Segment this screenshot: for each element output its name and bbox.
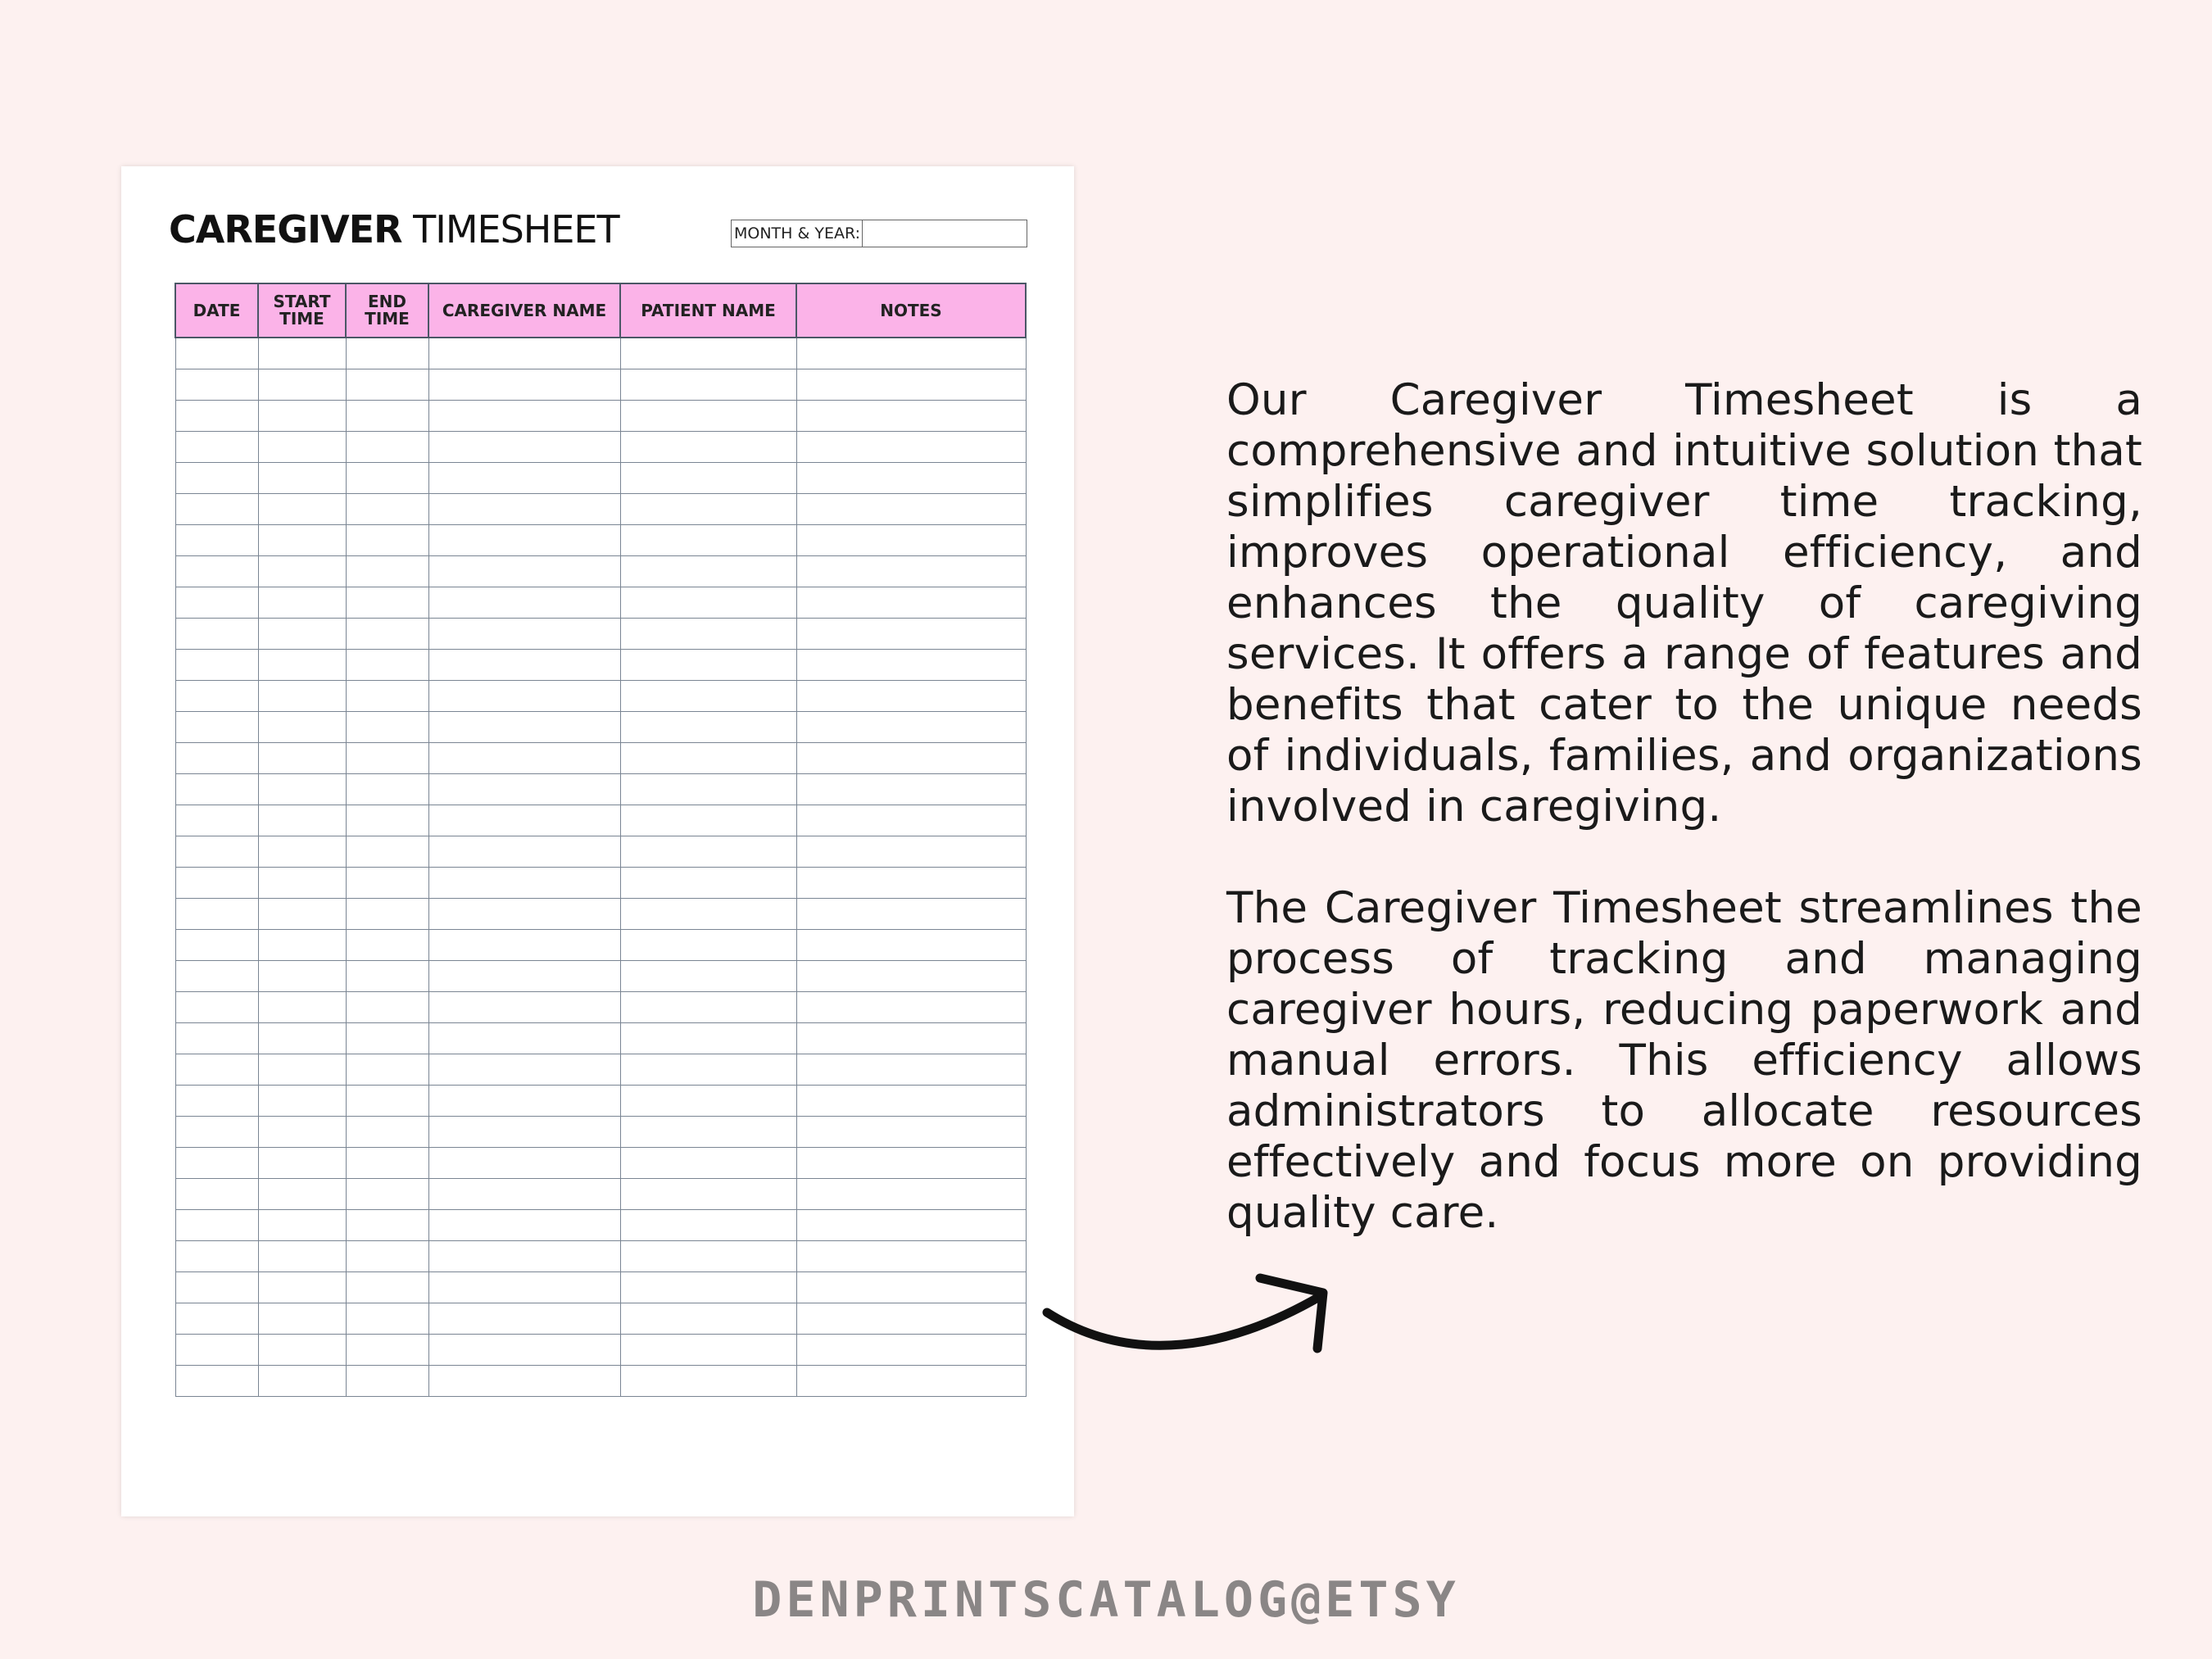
table-cell[interactable] — [428, 338, 620, 369]
table-cell[interactable] — [258, 369, 346, 401]
table-cell[interactable] — [346, 401, 428, 432]
table-cell[interactable] — [175, 1179, 258, 1210]
table-cell[interactable] — [258, 1272, 346, 1303]
table-cell[interactable] — [258, 463, 346, 494]
table-cell[interactable] — [796, 494, 1026, 525]
table-cell[interactable] — [620, 1023, 796, 1054]
table-cell[interactable] — [175, 1023, 258, 1054]
table-cell[interactable] — [258, 1023, 346, 1054]
table-cell[interactable] — [428, 805, 620, 836]
table-row — [175, 1054, 1026, 1086]
table-cell[interactable] — [346, 1117, 428, 1148]
table-cell[interactable] — [428, 494, 620, 525]
table-cell[interactable] — [175, 930, 258, 961]
table-cell[interactable] — [620, 712, 796, 743]
table-cell[interactable] — [346, 1366, 428, 1397]
table-cell[interactable] — [796, 525, 1026, 556]
table-cell[interactable] — [620, 1241, 796, 1272]
table-row — [175, 619, 1026, 650]
table-cell[interactable] — [796, 774, 1026, 805]
table-cell[interactable] — [346, 1210, 428, 1241]
table-cell[interactable] — [428, 774, 620, 805]
table-row — [175, 1210, 1026, 1241]
table-cell[interactable] — [620, 1366, 796, 1397]
table-cell[interactable] — [258, 338, 346, 369]
table-row — [175, 556, 1026, 587]
column-header-patient-name — [620, 283, 796, 338]
table-cell[interactable] — [175, 681, 258, 712]
table-cell[interactable] — [620, 681, 796, 712]
table-cell[interactable] — [258, 1179, 346, 1210]
table-row — [175, 587, 1026, 619]
table-cell[interactable] — [175, 1148, 258, 1179]
table-cell[interactable] — [175, 587, 258, 619]
table-cell[interactable] — [346, 619, 428, 650]
table-cell[interactable] — [796, 1023, 1026, 1054]
table-cell[interactable] — [428, 525, 620, 556]
table-cell[interactable] — [346, 338, 428, 369]
table-cell[interactable] — [620, 899, 796, 930]
table-cell[interactable] — [620, 774, 796, 805]
table-cell[interactable] — [346, 525, 428, 556]
table-row — [175, 463, 1026, 494]
table-cell[interactable] — [620, 432, 796, 463]
table-cell[interactable] — [428, 1303, 620, 1335]
table-cell[interactable] — [346, 868, 428, 899]
table-header-row — [175, 283, 1026, 338]
table-cell[interactable] — [175, 712, 258, 743]
table-cell[interactable] — [258, 401, 346, 432]
table-cell[interactable] — [346, 556, 428, 587]
footer-shop-name: DENPRINTSCATALOG@ETSY — [752, 1571, 1460, 1629]
table-cell[interactable] — [428, 369, 620, 401]
timesheet-body — [175, 338, 1026, 1397]
table-cell[interactable] — [346, 992, 428, 1023]
table-row — [175, 805, 1026, 836]
table-cell[interactable] — [258, 432, 346, 463]
table-row — [175, 338, 1026, 369]
table-cell[interactable] — [175, 401, 258, 432]
table-cell[interactable] — [796, 401, 1026, 432]
table-row — [175, 992, 1026, 1023]
table-cell[interactable] — [175, 774, 258, 805]
table-row — [175, 525, 1026, 556]
table-cell[interactable] — [175, 556, 258, 587]
table-cell[interactable] — [796, 681, 1026, 712]
table-cell[interactable] — [796, 369, 1026, 401]
table-cell[interactable] — [620, 587, 796, 619]
table-cell[interactable] — [620, 930, 796, 961]
table-cell[interactable] — [428, 587, 620, 619]
table-cell[interactable] — [620, 1086, 796, 1117]
table-cell[interactable] — [175, 369, 258, 401]
table-cell[interactable] — [428, 930, 620, 961]
table-cell[interactable] — [175, 1117, 258, 1148]
table-cell[interactable] — [620, 1179, 796, 1210]
table-cell[interactable] — [796, 836, 1026, 868]
timesheet-preview — [121, 166, 1074, 1516]
table-cell[interactable] — [796, 587, 1026, 619]
table-cell[interactable] — [428, 868, 620, 899]
table-cell[interactable] — [620, 463, 796, 494]
table-cell[interactable] — [346, 1023, 428, 1054]
sheet-title — [169, 207, 619, 252]
table-cell[interactable] — [796, 432, 1026, 463]
table-cell[interactable] — [620, 805, 796, 836]
table-cell[interactable] — [175, 743, 258, 774]
table-cell[interactable] — [428, 1054, 620, 1086]
table-cell[interactable] — [346, 369, 428, 401]
month-year-input[interactable] — [863, 220, 1027, 247]
table-cell[interactable] — [175, 1054, 258, 1086]
table-cell[interactable] — [258, 650, 346, 681]
table-cell[interactable] — [620, 1054, 796, 1086]
column-header-label: NOTES — [880, 300, 942, 320]
table-row — [175, 774, 1026, 805]
description-paragraph-1: Our Caregiver Timesheet is a comprehensive and intuitive solution that simplifies caregiver time tracking, improves operational efficiency, and enhances the quality of caregiving services. It offers a range of features and benefits that cater to the unique needs of individuals, families, and organizations involved in caregiving. — [1226, 375, 2142, 832]
table-row — [175, 836, 1026, 868]
table-cell[interactable] — [258, 494, 346, 525]
table-cell[interactable] — [346, 774, 428, 805]
table-cell[interactable] — [346, 805, 428, 836]
table-cell[interactable] — [796, 1335, 1026, 1366]
table-cell[interactable] — [428, 1366, 620, 1397]
column-header-label: TIME — [365, 309, 410, 329]
table-cell[interactable] — [175, 992, 258, 1023]
table-cell[interactable] — [346, 494, 428, 525]
table-row — [175, 401, 1026, 432]
table-cell[interactable] — [620, 1117, 796, 1148]
table-cell[interactable] — [346, 463, 428, 494]
table-cell[interactable] — [620, 401, 796, 432]
table-row — [175, 1117, 1026, 1148]
month-year-label: MONTH & YEAR: — [732, 220, 863, 247]
table-cell[interactable] — [346, 1054, 428, 1086]
table-row — [175, 1366, 1026, 1397]
table-cell[interactable] — [620, 868, 796, 899]
table-cell[interactable] — [175, 1241, 258, 1272]
table-cell[interactable] — [428, 743, 620, 774]
table-cell[interactable] — [796, 1241, 1026, 1272]
table-cell[interactable] — [796, 1303, 1026, 1335]
timesheet-table — [175, 283, 1027, 1397]
table-cell[interactable] — [346, 432, 428, 463]
table-cell[interactable] — [258, 681, 346, 712]
table-cell[interactable] — [620, 1335, 796, 1366]
column-header-caregiver-name — [428, 283, 620, 338]
table-row — [175, 961, 1026, 992]
table-cell[interactable] — [258, 1086, 346, 1117]
column-header-date — [175, 283, 258, 338]
table-cell[interactable] — [428, 1335, 620, 1366]
table-cell[interactable] — [428, 1148, 620, 1179]
column-header-label: PATIENT NAME — [641, 300, 776, 320]
table-cell[interactable] — [796, 961, 1026, 992]
table-cell[interactable] — [346, 836, 428, 868]
table-cell[interactable] — [796, 1366, 1026, 1397]
table-cell[interactable] — [346, 930, 428, 961]
table-cell[interactable] — [428, 1272, 620, 1303]
table-row — [175, 1335, 1026, 1366]
table-cell[interactable] — [428, 401, 620, 432]
table-cell[interactable] — [620, 369, 796, 401]
table-row — [175, 1086, 1026, 1117]
table-cell[interactable] — [346, 1148, 428, 1179]
table-cell[interactable] — [428, 1117, 620, 1148]
table-cell[interactable] — [620, 619, 796, 650]
table-cell[interactable] — [175, 1366, 258, 1397]
table-cell[interactable] — [175, 961, 258, 992]
table-row — [175, 432, 1026, 463]
table-cell[interactable] — [258, 805, 346, 836]
table-cell[interactable] — [620, 1210, 796, 1241]
table-cell[interactable] — [346, 1303, 428, 1335]
column-header-label: END — [367, 292, 406, 311]
table-cell[interactable] — [428, 1086, 620, 1117]
table-cell[interactable] — [796, 1210, 1026, 1241]
table-cell[interactable] — [796, 619, 1026, 650]
table-cell[interactable] — [428, 836, 620, 868]
column-header-label: CAREGIVER NAME — [442, 300, 607, 320]
table-cell[interactable] — [428, 650, 620, 681]
table-cell[interactable] — [796, 930, 1026, 961]
table-cell[interactable] — [258, 1241, 346, 1272]
table-cell[interactable] — [620, 992, 796, 1023]
table-cell[interactable] — [346, 587, 428, 619]
table-cell[interactable] — [620, 1303, 796, 1335]
table-row — [175, 369, 1026, 401]
table-cell[interactable] — [796, 1086, 1026, 1117]
table-row — [175, 494, 1026, 525]
table-cell[interactable] — [428, 712, 620, 743]
table-cell[interactable] — [258, 587, 346, 619]
table-row — [175, 1303, 1026, 1335]
table-row — [175, 650, 1026, 681]
curved-arrow-icon — [1040, 1253, 1352, 1376]
table-row — [175, 868, 1026, 899]
table-cell[interactable] — [346, 1272, 428, 1303]
table-cell[interactable] — [346, 650, 428, 681]
table-row — [175, 743, 1026, 774]
table-cell[interactable] — [258, 961, 346, 992]
table-cell[interactable] — [428, 1210, 620, 1241]
month-year-field[interactable] — [731, 220, 1027, 247]
table-cell[interactable] — [175, 463, 258, 494]
table-cell[interactable] — [346, 712, 428, 743]
table-cell[interactable] — [620, 1148, 796, 1179]
table-cell[interactable] — [258, 619, 346, 650]
table-cell[interactable] — [428, 961, 620, 992]
column-header-label: START — [273, 292, 331, 311]
table-cell[interactable] — [258, 899, 346, 930]
table-row — [175, 1241, 1026, 1272]
table-cell[interactable] — [796, 805, 1026, 836]
column-header-end-time — [346, 283, 428, 338]
table-cell[interactable] — [428, 556, 620, 587]
sheet-title-bold: CAREGIVER — [169, 207, 402, 252]
table-cell[interactable] — [428, 463, 620, 494]
table-cell[interactable] — [175, 1210, 258, 1241]
table-cell[interactable] — [346, 681, 428, 712]
table-cell[interactable] — [258, 868, 346, 899]
table-cell[interactable] — [175, 836, 258, 868]
table-row — [175, 1272, 1026, 1303]
table-cell[interactable] — [796, 463, 1026, 494]
table-cell[interactable] — [175, 338, 258, 369]
table-cell[interactable] — [258, 1148, 346, 1179]
table-cell[interactable] — [796, 899, 1026, 930]
table-row — [175, 1023, 1026, 1054]
table-cell[interactable] — [258, 1335, 346, 1366]
table-cell[interactable] — [796, 650, 1026, 681]
table-cell[interactable] — [258, 1366, 346, 1397]
table-cell[interactable] — [175, 1086, 258, 1117]
table-cell[interactable] — [428, 899, 620, 930]
table-cell[interactable] — [258, 930, 346, 961]
table-row — [175, 712, 1026, 743]
table-row — [175, 1179, 1026, 1210]
description-paragraph-2: The Caregiver Timesheet streamlines the process of tracking and managing caregiver hours, reducing paperwork and manual errors. This efficiency allows administrators to allocate resources effectively and focus more on providing quality care. — [1226, 883, 2142, 1238]
table-row — [175, 930, 1026, 961]
table-cell[interactable] — [346, 1179, 428, 1210]
table-cell[interactable] — [620, 1272, 796, 1303]
table-cell[interactable] — [258, 1054, 346, 1086]
column-header-label: TIME — [279, 309, 324, 329]
table-cell[interactable] — [620, 961, 796, 992]
table-cell[interactable] — [175, 432, 258, 463]
table-cell[interactable] — [428, 1241, 620, 1272]
table-cell[interactable] — [620, 650, 796, 681]
table-cell[interactable] — [258, 992, 346, 1023]
table-cell[interactable] — [258, 774, 346, 805]
table-cell[interactable] — [346, 1241, 428, 1272]
table-cell[interactable] — [796, 338, 1026, 369]
table-cell[interactable] — [346, 961, 428, 992]
table-cell[interactable] — [175, 868, 258, 899]
table-cell[interactable] — [796, 992, 1026, 1023]
table-cell[interactable] — [796, 1054, 1026, 1086]
table-cell[interactable] — [258, 1303, 346, 1335]
table-row — [175, 1148, 1026, 1179]
table-cell[interactable] — [620, 338, 796, 369]
table-cell[interactable] — [428, 681, 620, 712]
table-cell[interactable] — [428, 1023, 620, 1054]
table-cell[interactable] — [175, 650, 258, 681]
table-cell[interactable] — [428, 1179, 620, 1210]
table-cell[interactable] — [258, 525, 346, 556]
table-cell[interactable] — [175, 899, 258, 930]
column-header-notes — [796, 283, 1026, 338]
product-description — [1226, 375, 2142, 1290]
table-cell[interactable] — [175, 525, 258, 556]
table-cell[interactable] — [175, 494, 258, 525]
table-cell[interactable] — [258, 556, 346, 587]
table-cell[interactable] — [258, 1117, 346, 1148]
table-cell[interactable] — [175, 1272, 258, 1303]
table-cell[interactable] — [258, 743, 346, 774]
table-cell[interactable] — [620, 525, 796, 556]
table-cell[interactable] — [175, 805, 258, 836]
table-cell[interactable] — [428, 619, 620, 650]
table-cell[interactable] — [796, 712, 1026, 743]
table-row — [175, 899, 1026, 930]
table-cell[interactable] — [346, 743, 428, 774]
table-cell[interactable] — [620, 743, 796, 774]
table-cell[interactable] — [346, 1086, 428, 1117]
table-cell[interactable] — [620, 494, 796, 525]
table-cell[interactable] — [346, 899, 428, 930]
table-cell[interactable] — [175, 619, 258, 650]
table-cell[interactable] — [796, 1272, 1026, 1303]
table-cell[interactable] — [346, 1335, 428, 1366]
table-cell[interactable] — [175, 1335, 258, 1366]
table-cell[interactable] — [258, 836, 346, 868]
table-cell[interactable] — [428, 992, 620, 1023]
table-cell[interactable] — [796, 1179, 1026, 1210]
table-cell[interactable] — [620, 556, 796, 587]
table-cell[interactable] — [796, 743, 1026, 774]
table-cell[interactable] — [796, 556, 1026, 587]
table-cell[interactable] — [258, 712, 346, 743]
sheet-title-regular: TIMESHEET — [401, 207, 619, 252]
table-cell[interactable] — [796, 868, 1026, 899]
column-header-label: DATE — [193, 300, 241, 320]
table-cell[interactable] — [620, 836, 796, 868]
table-cell[interactable] — [175, 1303, 258, 1335]
column-header-start-time — [258, 283, 346, 338]
table-cell[interactable] — [428, 432, 620, 463]
table-cell[interactable] — [796, 1117, 1026, 1148]
table-cell[interactable] — [258, 1210, 346, 1241]
table-cell[interactable] — [796, 1148, 1026, 1179]
table-row — [175, 681, 1026, 712]
